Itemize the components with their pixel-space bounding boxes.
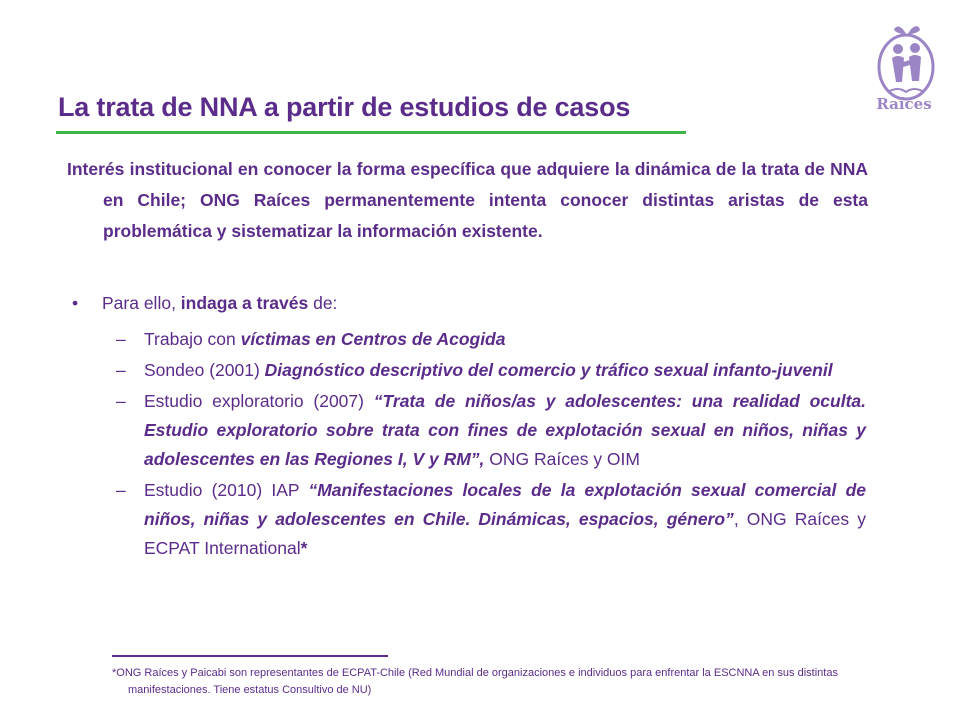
sub-normal: Trabajo con bbox=[144, 329, 241, 349]
sub-tail: , ONG Raíces y ECPAT International bbox=[144, 509, 866, 558]
bullet-prefix: Para ello, bbox=[102, 293, 181, 313]
sub-list bbox=[116, 325, 866, 565]
bullet-suffix: de: bbox=[308, 293, 338, 313]
bullet-dot: • bbox=[72, 293, 79, 313]
footnote-divider bbox=[112, 655, 388, 657]
sub-bold-italic: víctimas en Centros de Acogida bbox=[240, 329, 506, 349]
sub-asterisk: * bbox=[300, 538, 308, 558]
bullet-bold: indaga a través bbox=[180, 293, 309, 313]
sub-bold-italic: “Trata de niños/as y adolescentes: una realidad oculta. Estudio exploratorio sobre trata con fines de explotación sexual en niños, niñas y adolescentes en las Regiones I, V y RM”, bbox=[144, 391, 866, 469]
bullet-list bbox=[72, 288, 832, 319]
sub-dash: – bbox=[116, 480, 126, 500]
intro-paragraph: Interés institucional en conocer la forma específica que adquiere la dinámica de la trata de NNA en Chile; ONG Raíces permanentemente intenta conocer distintas aristas de esta problemática y sistematizar la información existente. bbox=[67, 159, 868, 241]
sub-dash: – bbox=[116, 391, 126, 411]
sub-normal: Sondeo (2001) bbox=[144, 360, 265, 380]
bullet-item bbox=[72, 288, 832, 319]
sub-item-estudio-2010 bbox=[116, 476, 866, 563]
sub-normal: Estudio (2010) IAP bbox=[144, 480, 309, 500]
sub-item-estudio-2007 bbox=[116, 387, 866, 474]
footnote: *ONG Raíces y Paicabi son representantes de ECPAT-Chile (Red Mundial de organizaciones e individuos para enfrentar la ESCNNA en sus distintas manifestaciones. Tiene estatus Consultivo de NU) bbox=[112, 667, 838, 696]
sub-bold-italic: “Manifestaciones locales de la explotación sexual comercial de niños, niñas y adolescentes en Chile. Dinámicas, espacios, género” bbox=[144, 480, 866, 529]
sub-dash: – bbox=[116, 360, 126, 380]
sub-item-victimas bbox=[116, 325, 866, 354]
sub-dash: – bbox=[116, 329, 126, 349]
title-underline bbox=[56, 131, 686, 134]
logo-text: Raíces bbox=[876, 95, 932, 112]
raices-logo-icon bbox=[858, 12, 950, 112]
sub-item-sondeo bbox=[116, 356, 866, 385]
page-title: La trata de NNA a partir de estudios de casos bbox=[58, 92, 631, 122]
sub-bold-italic: Diagnóstico descriptivo del comercio y tráfico sexual infanto-juvenil bbox=[264, 360, 833, 380]
sub-normal: Estudio exploratorio (2007) bbox=[144, 391, 374, 411]
sub-tail: ONG Raíces y OIM bbox=[484, 449, 640, 469]
